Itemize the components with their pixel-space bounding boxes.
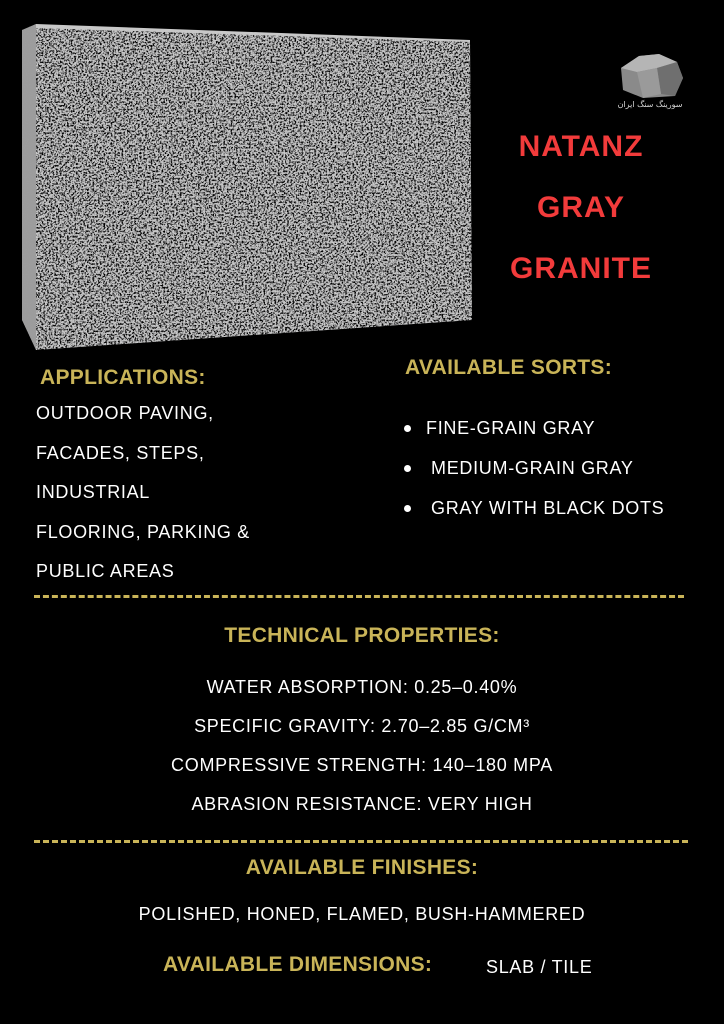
granite-slab-image [22, 20, 472, 350]
title-line-1: NATANZ [518, 130, 644, 163]
title-line-2: GRAY [537, 191, 625, 224]
dimensions-value: SLAB / TILE [486, 957, 593, 977]
application-line: PUBLIC AREAS [36, 561, 175, 581]
property-line: SPECIFIC GRAVITY: 2.70–2.85 G/CM³ [194, 716, 530, 736]
title-line-3: GRANITE [510, 252, 652, 285]
sort-item [404, 448, 664, 488]
sort-label: MEDIUM-GRAIN GRAY [431, 458, 634, 478]
company-logo [613, 46, 687, 116]
technical-properties-heading: TECHNICAL PROPERTIES: [224, 624, 500, 647]
applications-heading: APPLICATIONS: [40, 366, 206, 389]
finishes-heading: AVAILABLE FINISHES: [245, 856, 479, 879]
sort-label: FINE-GRAIN GRAY [426, 418, 596, 438]
technical-properties-list [0, 676, 724, 832]
sort-item [404, 488, 664, 528]
dashed-divider [34, 595, 684, 598]
stone-block-icon [613, 46, 687, 100]
finishes-value: POLISHED, HONED, FLAMED, BUSH-HAMMERED [138, 904, 586, 924]
product-title [478, 132, 684, 315]
property-line: COMPRESSIVE STRENGTH: 140–180 MPA [171, 755, 553, 775]
sorts-list [404, 408, 664, 528]
logo-text: سورینگ سنگ ایران [617, 100, 683, 109]
application-line: FACADES, STEPS, [36, 442, 205, 463]
bullet-icon [404, 465, 411, 472]
sort-item [404, 408, 664, 448]
bullet-icon [404, 425, 411, 432]
applications-list [36, 402, 250, 600]
application-line: INDUSTRIAL [36, 482, 151, 502]
sorts-heading: AVAILABLE SORTS: [405, 356, 613, 379]
property-line: WATER ABSORPTION: 0.25–0.40% [206, 677, 518, 697]
dimensions-heading: AVAILABLE DIMENSIONS: [163, 953, 433, 976]
application-line: FLOORING, PARKING & [36, 521, 250, 542]
sort-label: GRAY WITH BLACK DOTS [431, 498, 665, 518]
dashed-divider [34, 840, 688, 843]
application-line: OUTDOOR PAVING, [36, 403, 214, 423]
bullet-icon [404, 505, 411, 512]
property-line: ABRASION RESISTANCE: VERY HIGH [191, 794, 533, 814]
